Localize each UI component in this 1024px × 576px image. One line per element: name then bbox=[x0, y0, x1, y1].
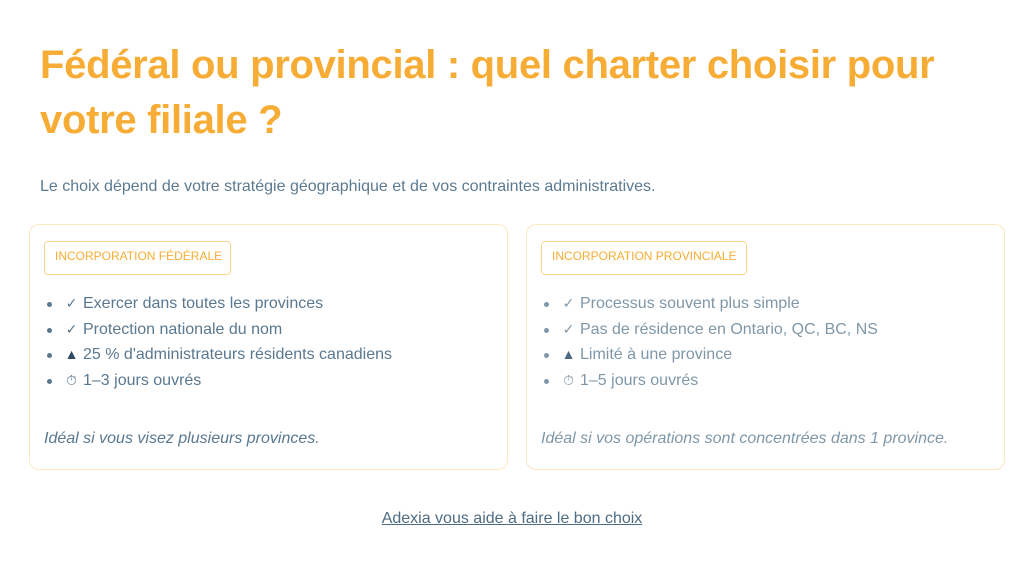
item-text: Processus souvent plus simple bbox=[580, 295, 800, 312]
item-text: Pas de résidence en Ontario, QC, BC, NS bbox=[580, 320, 878, 338]
cta-link[interactable]: Adexia vous aide à faire le bon choix bbox=[381, 510, 643, 527]
list-item bbox=[543, 342, 878, 368]
list-item bbox=[543, 291, 878, 317]
list-item bbox=[543, 368, 878, 394]
item-text: Limité à une province bbox=[580, 346, 733, 364]
cta-container bbox=[0, 509, 1024, 529]
provincial-badge: INCORPORATION PROVINCIALE bbox=[541, 241, 747, 275]
page-title: Fédéral ou provincial : quel charter choisir pour votre filiale ? bbox=[40, 43, 935, 142]
check-icon: ✓ bbox=[562, 320, 575, 337]
item-text: 1–3 jours ouvrés bbox=[83, 372, 202, 390]
item-text: Exercer dans toutes les provinces bbox=[83, 295, 324, 312]
check-icon: ✓ bbox=[65, 295, 78, 311]
item-text: Protection nationale du nom bbox=[83, 320, 283, 338]
warning-icon: ▲ bbox=[64, 346, 79, 363]
item-text: 25 % d'administrateurs résidents canadiens bbox=[83, 346, 392, 364]
provincial-note: Idéal si vos opérations sont concentrées dans 1 province. bbox=[541, 430, 949, 447]
federal-badge: INCORPORATION FÉDÉRALE bbox=[44, 241, 231, 275]
list-item bbox=[543, 317, 878, 343]
provincial-card bbox=[526, 224, 1005, 470]
stopwatch-icon: ⏱ bbox=[66, 372, 77, 389]
list-item bbox=[46, 317, 392, 343]
federal-list bbox=[46, 291, 392, 394]
check-icon: ✓ bbox=[65, 320, 78, 337]
federal-note: Idéal si vous visez plusieurs provinces. bbox=[44, 430, 320, 447]
provincial-list bbox=[543, 291, 878, 394]
list-item bbox=[46, 291, 392, 317]
federal-card bbox=[29, 224, 508, 470]
list-item bbox=[46, 368, 392, 394]
page-subtitle: Le choix dépend de votre stratégie géographique et de vos contraintes administratives. bbox=[40, 178, 656, 195]
list-item bbox=[46, 342, 392, 368]
check-icon: ✓ bbox=[562, 295, 575, 311]
item-text: 1–5 jours ouvrés bbox=[580, 372, 699, 390]
stopwatch-icon: ⏱ bbox=[563, 372, 574, 389]
warning-icon: ▲ bbox=[561, 346, 576, 363]
